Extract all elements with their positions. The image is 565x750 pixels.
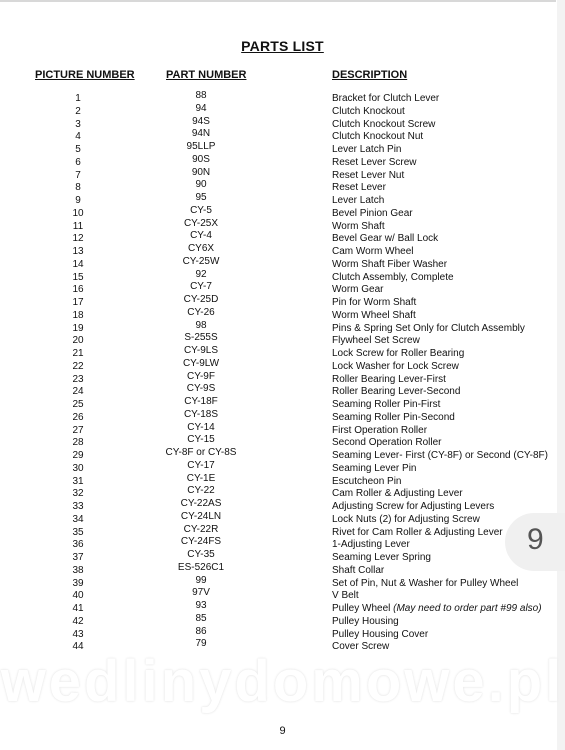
description-text: Clutch Knockout Screw — [332, 118, 436, 130]
description-text: Rivet for Cam Roller & Adjusting Lever — [332, 526, 503, 538]
part-number-cell: CY-18S — [183, 408, 219, 420]
part-number-cell: 88 — [195, 90, 207, 101]
part-number-cell: 95LLP — [186, 141, 216, 152]
table-row — [0, 166, 565, 183]
picture-number-cell: 43 — [72, 628, 84, 640]
picture-number-cell: 16 — [72, 284, 84, 296]
description-cell — [332, 131, 423, 143]
description-cell — [332, 425, 427, 437]
part-number-cell: CY-17 — [187, 459, 215, 471]
description-text: Cam Roller & Adjusting Lever — [332, 488, 463, 500]
table-row — [0, 523, 565, 540]
picture-number-cell: 38 — [72, 564, 84, 576]
part-number-cell: CY-5 — [190, 204, 212, 216]
table-row — [0, 625, 565, 642]
description-cell — [332, 221, 385, 233]
picture-number-cell: 21 — [72, 348, 84, 359]
part-number-cell: CY-22R — [183, 523, 219, 535]
description-cell — [332, 488, 463, 500]
table-row — [0, 243, 565, 259]
part-number-cell: 97V — [192, 587, 210, 599]
picture-number-cell: 37 — [72, 552, 84, 563]
description-text: V Belt — [332, 590, 359, 602]
picture-number-cell: 9 — [75, 195, 81, 206]
picture-number-cell: 24 — [72, 386, 84, 398]
picture-number-cell: 32 — [72, 488, 84, 500]
description-cell — [332, 144, 402, 156]
picture-number-cell: 3 — [75, 118, 81, 130]
description-cell — [332, 374, 446, 386]
parts-table — [0, 90, 565, 654]
picture-number-cell: 26 — [72, 411, 84, 423]
description-text: Seaming Roller Pin-First — [332, 399, 441, 410]
table-row — [0, 549, 565, 565]
table-row — [0, 115, 565, 132]
table-row — [0, 319, 565, 336]
description-cell — [332, 616, 399, 628]
part-number-cell: CY-7 — [190, 281, 212, 293]
table-row — [0, 204, 565, 221]
picture-number-cell: 33 — [72, 501, 84, 512]
table-row — [0, 408, 565, 425]
description-text: Reset Lever — [332, 182, 386, 194]
picture-number-cell: 31 — [72, 475, 84, 487]
description-text: Reset Lever Nut — [332, 169, 405, 181]
description-cell — [332, 208, 413, 220]
picture-number-cell: 15 — [72, 271, 84, 283]
description-text: 1-Adjusting Lever — [332, 539, 410, 551]
table-row — [0, 294, 565, 310]
description-text: Shaft Collar — [332, 564, 385, 576]
picture-number-cell: 7 — [75, 169, 81, 181]
description-text: Clutch Assembly, Complete — [332, 271, 454, 283]
column-header-part-number: PART NUMBER — [166, 69, 247, 81]
table-row — [0, 510, 565, 527]
part-number-cell: CY-8F or CY-8S — [165, 447, 237, 458]
description-text: Clutch Knockout Nut — [332, 131, 424, 143]
description-text: Pulley Housing Cover — [332, 628, 429, 640]
table-row — [0, 217, 565, 234]
part-number-cell: 90 — [195, 179, 207, 191]
page-tab — [505, 513, 565, 571]
part-number-cell: 94N — [191, 128, 211, 140]
table-row — [0, 396, 565, 412]
description-text: Lock Nuts (2) for Adjusting Screw — [332, 513, 480, 525]
picture-number-cell: 36 — [72, 539, 84, 551]
part-number-cell: 92 — [195, 268, 207, 280]
description-text: Second Operation Roller — [332, 437, 442, 449]
part-number-cell: CY-22AS — [180, 498, 222, 509]
page-title: PARTS LIST — [241, 38, 324, 54]
picture-number-cell: 39 — [72, 577, 84, 589]
picture-number-cell: 11 — [72, 220, 84, 232]
picture-number-cell: 14 — [72, 258, 84, 270]
part-number-cell: ES-526C1 — [177, 561, 225, 573]
description-text: Seaming Lever- First (CY-8F) or Second (CY-8F) — [332, 450, 548, 461]
picture-number-cell: 44 — [72, 641, 84, 653]
part-number-cell: CY-9S — [186, 383, 216, 395]
table-row — [0, 357, 565, 374]
part-number-cell: CY-25W — [182, 255, 220, 267]
table-row — [0, 574, 565, 591]
table-row — [0, 102, 565, 119]
table-row — [0, 268, 565, 285]
part-number-cell: CY-4 — [190, 230, 212, 242]
table-row — [0, 472, 565, 489]
picture-number-cell: 10 — [72, 207, 84, 219]
table-row — [0, 281, 565, 297]
part-number-cell: CY-25X — [183, 217, 219, 229]
description-text: Seaming Roller Pin-Second — [332, 411, 455, 423]
picture-number-cell: 18 — [72, 309, 84, 321]
part-number-cell: 86 — [195, 625, 207, 637]
description-text: Escutcheon Pin — [332, 475, 402, 487]
description-text: First Operation Roller — [332, 424, 428, 436]
description-text: Roller Bearing Lever-First — [332, 373, 446, 385]
watermark: wedlinydomowe.pl — [0, 649, 565, 714]
table-row — [0, 370, 565, 387]
description-cell — [332, 527, 503, 539]
description-cell — [332, 476, 402, 488]
description-text: Cover Screw — [332, 641, 390, 653]
description-text: Pulley Wheel — [332, 603, 394, 614]
picture-number-cell: 1 — [75, 93, 81, 104]
picture-number-cell: 4 — [75, 131, 81, 143]
part-number-cell: CY-26 — [187, 306, 215, 318]
picture-number-cell: 42 — [72, 615, 84, 627]
description-cell — [332, 590, 359, 602]
description-cell — [332, 361, 459, 373]
description-cell — [332, 284, 384, 296]
description-cell — [332, 603, 542, 615]
part-number-cell: CY-24LN — [180, 510, 222, 522]
picture-number-cell: 20 — [72, 335, 84, 347]
description-text: Roller Bearing Lever-Second — [332, 386, 461, 398]
description-text: Flywheel Set Screw — [332, 335, 420, 347]
description-cell — [332, 348, 464, 360]
description-text: Worm Gear — [332, 284, 384, 296]
description-cell — [332, 463, 417, 475]
description-text: Pin for Worm Shaft — [332, 297, 417, 308]
description-cell — [332, 297, 416, 309]
table-row — [0, 192, 565, 208]
part-number-cell: 90N — [191, 166, 211, 178]
description-text: Clutch Knockout — [332, 105, 405, 117]
part-number-cell: CY-9F — [187, 370, 215, 382]
picture-number-cell: 30 — [72, 462, 84, 474]
description-text: Adjusting Screw for Adjusting Levers — [332, 501, 495, 512]
picture-number-cell: 22 — [72, 360, 84, 372]
description-text: Worm Shaft Fiber Washer — [332, 258, 448, 270]
part-number-cell: 99 — [195, 574, 207, 586]
part-number-cell: 79 — [195, 638, 207, 650]
part-number-cell: CY6X — [187, 243, 215, 254]
description-cell — [332, 629, 428, 641]
part-number-cell: 94 — [195, 102, 207, 114]
description-text: Set of Pin, Nut & Washer for Pulley Wheel — [332, 577, 519, 589]
table-row — [0, 498, 565, 514]
table-row — [0, 421, 565, 438]
table-row — [0, 459, 565, 476]
part-number-cell: 94S — [192, 115, 210, 127]
description-text: Seaming Lever Spring — [332, 552, 431, 563]
description-cell — [332, 539, 410, 551]
page-number: 9 — [279, 725, 286, 737]
part-number-cell: CY-9LW — [182, 357, 220, 369]
description-cell — [332, 578, 518, 590]
description-note: (May need to order part #99 also) — [393, 603, 542, 614]
table-row — [0, 600, 565, 616]
picture-number-cell: 6 — [75, 156, 81, 168]
description-cell — [332, 386, 460, 398]
table-row — [0, 255, 565, 272]
table-row — [0, 561, 565, 578]
description-text: Seaming Lever Pin — [332, 462, 417, 474]
part-number-cell: CY-24FS — [180, 536, 222, 548]
description-cell — [332, 119, 435, 131]
part-number-cell: CY-35 — [187, 549, 215, 560]
table-row — [0, 179, 565, 195]
table-row — [0, 230, 565, 246]
table-row — [0, 612, 565, 629]
table-row — [0, 332, 565, 348]
description-cell — [332, 552, 431, 564]
picture-number-cell: 25 — [72, 399, 84, 410]
picture-number-cell: 41 — [72, 603, 84, 614]
picture-number-cell: 8 — [75, 182, 81, 194]
description-cell — [332, 195, 384, 207]
description-cell — [332, 412, 455, 424]
description-cell — [332, 93, 439, 105]
part-number-cell: CY-9LS — [183, 345, 219, 356]
description-cell — [332, 514, 480, 526]
page-tab-number: 9 — [527, 523, 544, 556]
description-text: Reset Lever Screw — [332, 156, 417, 168]
picture-number-cell: 2 — [75, 105, 81, 117]
picture-number-cell: 23 — [72, 373, 84, 385]
top-border-line — [0, 0, 556, 2]
picture-number-cell: 40 — [72, 590, 84, 602]
description-cell — [332, 437, 442, 449]
description-text: Worm Shaft — [332, 220, 385, 232]
description-cell — [332, 335, 420, 347]
part-number-cell: CY-15 — [187, 434, 215, 446]
table-row — [0, 536, 565, 552]
part-number-cell: CY-22 — [187, 485, 215, 497]
picture-number-cell: 17 — [72, 297, 84, 308]
picture-number-cell: 29 — [72, 450, 84, 461]
picture-number-cell: 27 — [72, 424, 84, 436]
description-text: Bevel Gear w/ Ball Lock — [332, 233, 439, 245]
description-cell — [332, 106, 405, 118]
part-number-cell: 98 — [195, 319, 207, 331]
description-cell — [332, 310, 416, 322]
table-row — [0, 485, 565, 501]
description-text: Bevel Pinion Gear — [332, 207, 413, 219]
table-row — [0, 587, 565, 603]
table-row — [0, 128, 565, 144]
column-header-description: DESCRIPTION — [332, 69, 408, 81]
part-number-cell: 93 — [195, 600, 207, 611]
part-number-cell: S-255S — [184, 332, 218, 344]
part-number-cell: 85 — [195, 612, 207, 624]
table-row — [0, 306, 565, 323]
description-cell — [332, 170, 404, 182]
description-cell — [332, 450, 548, 462]
picture-number-cell: 19 — [72, 322, 84, 334]
description-cell — [332, 182, 386, 194]
table-row — [0, 141, 565, 157]
table-row — [0, 90, 565, 106]
picture-number-cell: 12 — [72, 233, 84, 245]
description-cell — [332, 323, 525, 335]
column-header-picture-number: PICTURE NUMBER — [35, 69, 135, 81]
part-number-cell: CY-25D — [183, 294, 219, 305]
table-row — [0, 345, 565, 361]
description-text: Bracket for Clutch Lever — [332, 93, 440, 104]
picture-number-cell: 13 — [72, 246, 84, 257]
description-text: Cam Worm Wheel — [332, 246, 414, 257]
description-cell — [332, 272, 454, 284]
description-text: Worm Wheel Shaft — [332, 309, 416, 321]
description-cell — [332, 399, 440, 411]
table-row — [0, 434, 565, 450]
part-number-cell: CY-1E — [186, 472, 216, 484]
table-row — [0, 383, 565, 399]
description-text: Pins & Spring Set Only for Clutch Assembly — [332, 322, 525, 334]
description-cell — [332, 565, 384, 577]
description-text: Lock Screw for Roller Bearing — [332, 348, 465, 359]
part-number-cell: CY-14 — [187, 421, 215, 433]
description-text: Lock Washer for Lock Screw — [332, 360, 459, 372]
part-number-cell: 95 — [195, 192, 207, 203]
description-cell — [332, 233, 438, 245]
description-cell — [332, 246, 414, 258]
picture-number-cell: 34 — [72, 513, 84, 525]
picture-number-cell: 35 — [72, 526, 84, 538]
description-cell — [332, 259, 447, 271]
description-cell — [332, 157, 416, 169]
part-number-cell: 90S — [192, 153, 210, 165]
table-row — [0, 447, 565, 463]
picture-number-cell: 28 — [72, 437, 84, 449]
description-text: Lever Latch Pin — [332, 144, 402, 155]
description-text: Pulley Housing — [332, 615, 399, 627]
description-text: Lever Latch — [332, 195, 385, 206]
table-row — [0, 153, 565, 170]
description-cell — [332, 501, 494, 513]
picture-number-cell: 5 — [75, 144, 81, 155]
part-number-cell: CY-18F — [184, 396, 218, 407]
